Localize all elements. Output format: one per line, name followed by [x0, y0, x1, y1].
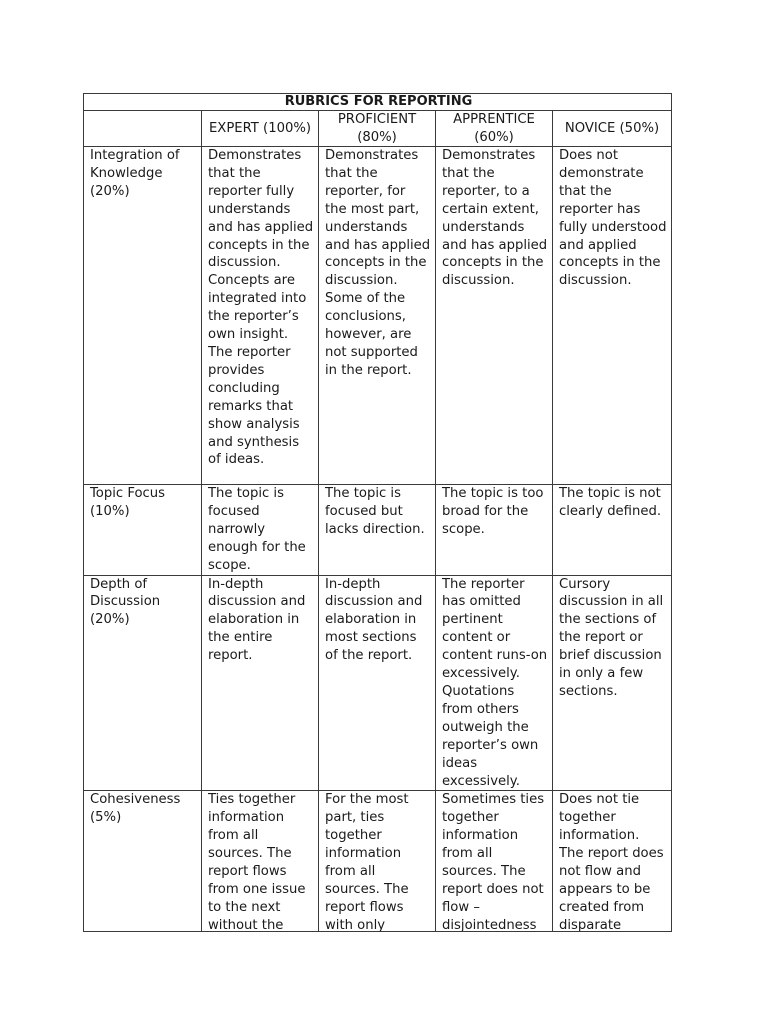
criterion-cell [84, 791, 202, 932]
expert-cell: The topic is focused narrowly enough for the scope. [202, 485, 319, 576]
header-proficient: PROFICIENT (80%) [319, 111, 436, 147]
apprentice-cell: The topic is too broad for the scope. [436, 485, 553, 576]
criterion-cell: Integration of Knowledge (20%) [84, 147, 202, 485]
apprentice-cell: The reporter has omitted pertinent content or content runs-on excessively. Quotations from others outweigh the reporter’s own ideas excessively. [436, 575, 553, 791]
novice-cell: Does not demonstrate that the reporter has fully understood and applied concepts in the discussion. [553, 147, 672, 485]
novice-text: Does not tie together information. The report does not flow and appears to be created from disparate [559, 792, 664, 932]
table-row [84, 485, 672, 576]
criterion-text: Cohesiveness (5%) [90, 792, 181, 826]
rubric-title: RUBRICS FOR REPORTING [84, 94, 672, 111]
proficient-text: For the most part, ties together information from all sources. The report flows with only [325, 792, 409, 932]
apprentice-text: Sometimes ties together information from all sources. The report does not flow – disjointedness [442, 792, 545, 932]
criterion-cell: Depth of Discussion (20%) [84, 575, 202, 791]
proficient-cell [319, 791, 436, 932]
apprentice-cell [436, 791, 553, 932]
header-expert: EXPERT (100%) [202, 111, 319, 147]
expert-cell: In-depth discussion and elaboration in the entire report. [202, 575, 319, 791]
proficient-cell: The topic is focused but lacks direction. [319, 485, 436, 576]
table-row [84, 791, 672, 932]
expert-cell [202, 791, 319, 932]
proficient-cell: In-depth discussion and elaboration in most sections of the report. [319, 575, 436, 791]
apprentice-cell: Demonstrates that the reporter, to a certain extent, understands and has applied concepts in the discussion. [436, 147, 553, 485]
novice-cell: Cursory discussion in all the sections of the report or brief discussion in only a few sections. [553, 575, 672, 791]
expert-text: Ties together information from all sources. The report flows from one issue to the next without the [208, 792, 306, 932]
table-row [84, 575, 672, 791]
proficient-cell: Demonstrates that the reporter, for the most part, understands and has applied concepts in the discussion. Some of the conclusions, however, are not supported in the report. [319, 147, 436, 485]
novice-cell: The topic is not clearly defined. [553, 485, 672, 576]
header-apprentice: APPRENTICE (60%) [436, 111, 553, 147]
expert-cell: Demonstrates that the reporter fully understands and has applied concepts in the discussion. Concepts are integrated into the reporter’s own insight. The reporter provides concluding remarks that show analysis and synthesis of ideas. [202, 147, 319, 485]
header-criteria [84, 111, 202, 147]
rubric-table [83, 93, 672, 932]
header-row [84, 111, 672, 147]
criterion-cell: Topic Focus (10%) [84, 485, 202, 576]
title-row [84, 94, 672, 111]
novice-cell [553, 791, 672, 932]
header-novice: NOVICE (50%) [553, 111, 672, 147]
table-row [84, 147, 672, 485]
